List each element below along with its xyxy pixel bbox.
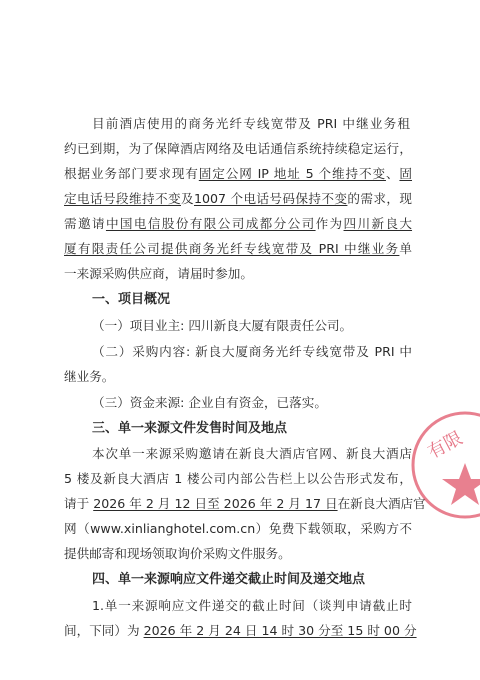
section-3-line-1: 本次单一来源采购邀请在新良大酒店官网、新良大酒店 — [92, 446, 412, 461]
section-3-line-5: 提供邮寄和现场领取询价采购文件服务。 — [64, 546, 291, 561]
section-1-item-1: （一）项目业主: 四川新良大厦有限责任公司。 — [92, 318, 353, 333]
underlined-ip-requirement: 固定公网 IP 地址 5 个维持不变 — [198, 166, 386, 181]
seal-star-icon — [442, 463, 480, 505]
seal-text: 有限 — [424, 427, 467, 464]
section-3-line-2: 5 楼及新良大酒店 1 楼公司内部公告栏上以公告形式发布， — [64, 471, 412, 486]
section-4-line-2: 间，下同）为 2026 年 2 月 24 日 14 时 30 分至 15 时 00 分 — [64, 623, 417, 638]
underlined-phone-numbers: 1007 个电话号码保持不变 — [193, 191, 348, 206]
section-3-heading: 三、单一来源文件发售时间及地点 — [92, 421, 288, 436]
intro-line-3: 根据业务部门要求现有固定公网 IP 地址 5 个维持不变、固 — [64, 166, 413, 181]
section-3-line-3: 请于 2026 年 2 月 12 日至 2026 年 2 月 17 日在新良大酒店官 — [64, 496, 426, 511]
underlined-supplier: 中国电信股份有限公司成都分公司 — [105, 216, 316, 231]
section-4-heading: 四、单一来源响应文件递交截止时间及递交地点 — [92, 572, 366, 587]
section-1-item-2-line-2: 继业务。 — [64, 369, 115, 384]
underlined-deadline: 2026 年 2 月 24 日 14 时 30 分至 15 时 00 分 — [143, 623, 417, 638]
intro-line-5: 需邀请中国电信股份有限公司成都分公司作为四川新良大 — [64, 216, 413, 231]
section-1-item-3: （三）资金来源: 企业自有资金，已落实。 — [92, 395, 327, 410]
underlined-service: 厦有限责任公司提供商务光纤专线宽带及 PRI 中继业务 — [64, 241, 400, 256]
intro-line-6: 厦有限责任公司提供商务光纤专线宽带及 PRI 中继业务单 — [64, 241, 412, 256]
underlined-buyer: 四川新良大 — [343, 216, 413, 231]
section-1-item-2-line-1: （二）采购内容: 新良大厦商务光纤专线宽带及 PRI 中 — [92, 344, 412, 359]
intro-line-7: 一来源采购供应商，请届时参加。 — [64, 266, 253, 281]
underlined-sale-dates: 2026 年 2 月 12 日至 2026 年 2 月 17 日 — [93, 496, 338, 511]
underlined-phone-segment: 定电话号段维持不变 — [64, 191, 181, 206]
intro-line-4: 定电话号段维持不变及1007 个电话号码保持不变的需求，现 — [64, 191, 413, 206]
section-1-heading: 一、项目概况 — [92, 292, 171, 307]
intro-line-2: 约已到期，为了保障酒店网络及电话通信系统持续稳定运行， — [64, 141, 412, 156]
section-4-line-1: 1.单一来源响应文件递交的截止时间（谈判申请截止时 — [92, 598, 412, 613]
section-3-line-4: 网（www.xinliangh​otel.com.cn）免费下载领取，采购方不 — [64, 521, 412, 536]
intro-line-1: 目前酒店使用的商务光纤专线宽带及 PRI 中继业务租 — [92, 116, 410, 131]
